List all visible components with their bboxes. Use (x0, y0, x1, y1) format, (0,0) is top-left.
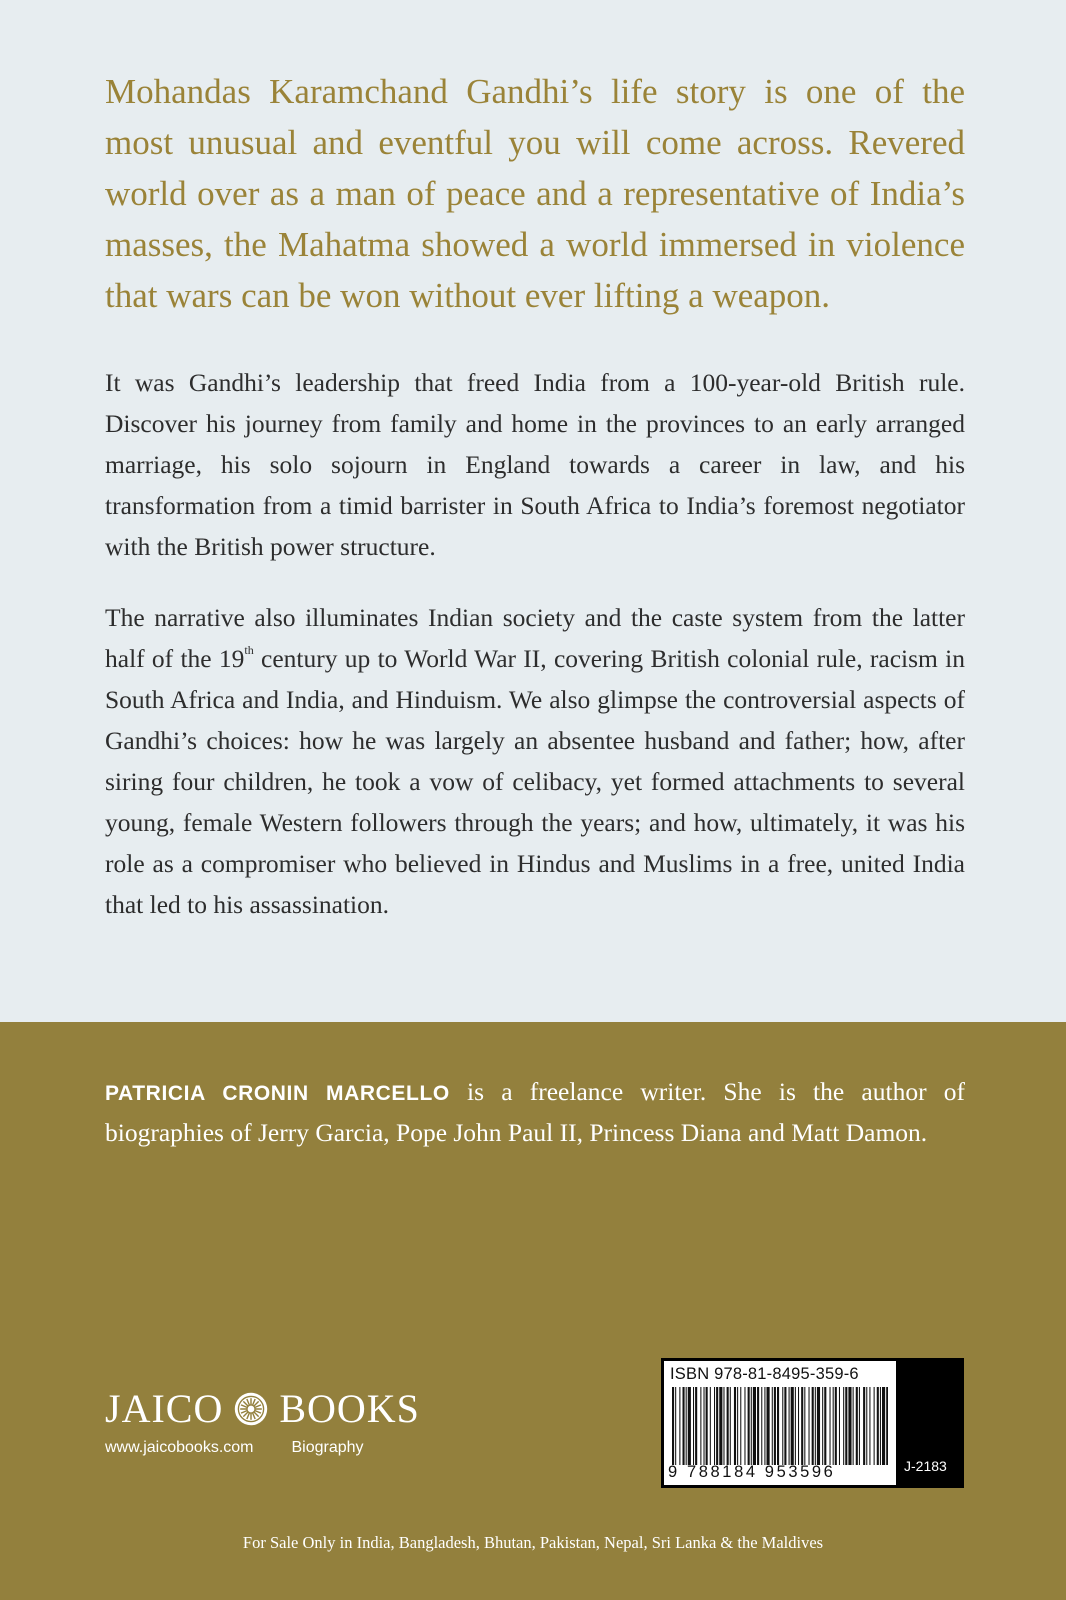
barcode-bars (672, 1387, 888, 1465)
publisher-name-left: JAICO (105, 1386, 224, 1431)
barcode-bar (845, 1387, 847, 1465)
barcode-bar (853, 1387, 854, 1465)
barcode-bar (764, 1387, 765, 1465)
publisher-website: www.jaicobooks.com (105, 1439, 254, 1456)
barcode-bar (833, 1387, 834, 1465)
barcode-bar (882, 1387, 885, 1465)
barcode-bar (695, 1387, 697, 1465)
barcode-bar (700, 1387, 701, 1465)
barcode-bar (716, 1387, 718, 1465)
barcode-bar (757, 1387, 759, 1465)
barcode-bar (688, 1387, 691, 1465)
barcode-bar (737, 1387, 738, 1465)
barcode-bar (874, 1387, 875, 1465)
barcode-label (664, 1361, 896, 1485)
barcode-bar (795, 1387, 796, 1465)
barcode-bar (683, 1387, 685, 1465)
barcode-bar (686, 1387, 687, 1465)
barcode-bar (679, 1387, 680, 1465)
barcode-bar (843, 1387, 844, 1465)
barcode-digits: 9 788184 953596 (668, 1463, 836, 1481)
barcode-bar (675, 1387, 676, 1465)
barcode-bar (824, 1387, 826, 1465)
book-category: Biography (291, 1439, 364, 1456)
barcode-bar (774, 1387, 776, 1465)
lead-paragraph: Mohandas Karamchand Gandhi’s life story is one of the most unusual and eventful you will come across. Revered world over as a man of peace and a representative of India’s masses, the Mahatma showed a world immersed in violence that wars can be won without ever lifting a weapon. (105, 72, 965, 315)
barcode-bar (753, 1387, 756, 1465)
barcode-bar (734, 1387, 736, 1465)
barcode-bar (784, 1387, 786, 1465)
barcode-bar (859, 1387, 860, 1465)
barcode-bar (706, 1387, 708, 1465)
barcode-bar (672, 1387, 674, 1465)
publisher-meta (105, 1439, 445, 1457)
barcode-bar (791, 1387, 794, 1465)
barcode-bar (782, 1387, 783, 1465)
catalog-code: J-2183 (904, 1458, 947, 1474)
barcode-bar (809, 1387, 810, 1465)
barcode-bar (761, 1387, 762, 1465)
barcode-bar (815, 1387, 816, 1465)
barcode-bar (880, 1387, 881, 1465)
barcode-bar (863, 1387, 865, 1465)
barcode-bar (869, 1387, 870, 1465)
barcode-bar (767, 1387, 770, 1465)
isbn-text: ISBN 978-81-8495-359-6 (670, 1365, 859, 1383)
sale-notice: For Sale Only in India, Bangladesh, Bhutan, Pakistan, Nepal, Sri Lanka & the Maldives (242, 1533, 824, 1552)
publisher-name (105, 1387, 445, 1431)
barcode-bar (817, 1387, 820, 1465)
barcode-bar (744, 1387, 745, 1465)
author-description: is a freelance writer. She is the author of biographies of Jerry Garcia, Pope John Paul II, Princess Diana and Matt Damon. (105, 1077, 966, 1147)
barcode-bar (804, 1387, 805, 1465)
barcode-bar (848, 1387, 851, 1465)
barcode-bar (740, 1387, 741, 1465)
barcode-panel (661, 1358, 964, 1488)
author-band (0, 1022, 1066, 1600)
barcode-bar (866, 1387, 867, 1465)
sun-emblem-icon (233, 1391, 269, 1427)
barcode-bar (835, 1387, 837, 1465)
author-name: PATRICIA CRONIN MARCELLO (105, 1082, 450, 1105)
publisher-name-right: BOOKS (279, 1386, 420, 1431)
barcode-bar (730, 1387, 731, 1465)
barcode-bar (886, 1387, 888, 1465)
body-paragraph-1: It was Gandhi’s leadership that freed India from a 100-year-old British rule. Discover his journey from family and home in the provinces to an early arranged marriage, his solo sojourn in England towards a career in law, and his transformation from a timid barrister in South Africa to India’s foremost negotiator with the British power structure. (105, 368, 965, 561)
barcode-bar (877, 1387, 879, 1465)
barcode-bar (751, 1387, 752, 1465)
paragraph-2-start: The narrative also illuminates Indian society and the caste system from the latter half of the 19 (105, 603, 965, 673)
barcode-bar (748, 1387, 750, 1465)
publisher-logo-block (105, 1387, 445, 1467)
barcode-bar (822, 1387, 823, 1465)
barcode-bar (856, 1387, 858, 1465)
barcode-bar (789, 1387, 790, 1465)
barcode-bar (704, 1387, 705, 1465)
author-bio (105, 1072, 965, 1152)
barcode-bar (830, 1387, 831, 1465)
barcode-bar (727, 1387, 729, 1465)
ordinal-suffix: th (244, 643, 254, 657)
barcode-bar (812, 1387, 814, 1465)
barcode-bar (839, 1387, 840, 1465)
barcode-bar (710, 1387, 711, 1465)
barcode-bar (798, 1387, 799, 1465)
barcode-bar (801, 1387, 803, 1465)
paragraph-2-rest: century up to World War II, covering British colonial rule, racism in South Africa and India, and Hinduism. We also glimpse the controversial aspects of Gandhi’s choices: how he was largely an absentee husband and father; how, after siring four children, he took a vow of celibacy, yet formed attachments to several young, female Western followers through the years; and how, ultimately, it was his role as a compromiser who believed in Hindus and Muslims in a free, united India that led to his assassination. (105, 644, 965, 919)
barcode-bar (714, 1387, 715, 1465)
barcode-bar (719, 1387, 722, 1465)
barcode-bar (723, 1387, 724, 1465)
body-paragraph-2 (105, 597, 965, 925)
barcode-bar (777, 1387, 779, 1465)
barcode-bar (772, 1387, 773, 1465)
barcode-bar (693, 1387, 694, 1465)
